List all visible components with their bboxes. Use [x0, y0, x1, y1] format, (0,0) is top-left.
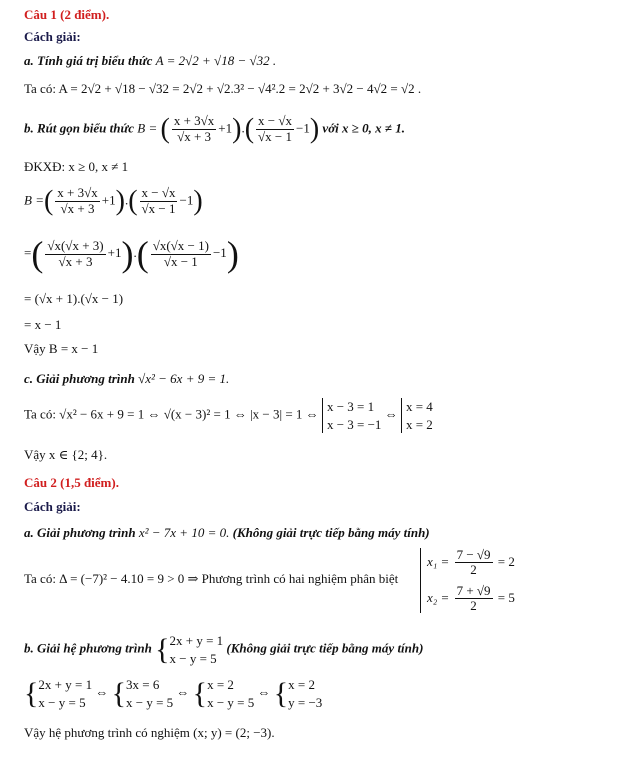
q1b-cond: với x ≥ 0, x ≠ 1. — [322, 120, 406, 136]
q1c-prompt: c. Giải phương trình — [24, 371, 135, 386]
q1a-work: Ta có: A = 2√2 + √18 − √32 = 2√2 + √2.3² − √4².2 = 2√2 + 3√2 − 4√2 = √2 . — [24, 81, 422, 96]
q2b-work: {2x + y = 1 x − y = 5 ⇔ {3x = 6 x − y = 5 ⇔ {x = 2 x − y = 5 ⇔ {x = 2 y = −3 — [24, 676, 323, 710]
q1c-sys1-eq2: x − 3 = −1 — [326, 416, 382, 432]
q1c-system1 — [322, 398, 382, 433]
q1b-step1-den1: √x + 3 — [60, 200, 95, 216]
q2a-note: (Không giải trực tiếp bằng máy tính) — [232, 525, 430, 540]
q2b-system — [170, 632, 224, 667]
q2b-line: b. Giải hệ phương trình {2x + y = 1 x − y = 5 (Không giải trực tiếp bằng máy tính) — [24, 632, 424, 666]
q2b-s4-eq1: x = 2 — [288, 677, 315, 692]
q2b-s1 — [38, 676, 92, 711]
q2b-s1-eq2: x − y = 5 — [38, 694, 86, 710]
q1b-step2-num1: √x(√x + 3) — [47, 237, 104, 253]
q1b-step1-num1: x + 3√x — [57, 185, 98, 200]
q2b-sys-eq1: 2x + y = 1 — [169, 633, 224, 648]
q2a-x2-num: 7 + √9 — [456, 582, 491, 598]
q1b-step1-den2: √x − 1 — [141, 200, 176, 216]
q2a-prompt: a. Giải phương trình — [24, 525, 136, 540]
q2a-line — [24, 526, 430, 541]
q1b-frac1 — [172, 114, 216, 145]
q1c-system2 — [401, 398, 433, 433]
q1b-step2-den1: √x + 3 — [58, 253, 93, 269]
q2b-s4 — [288, 676, 322, 711]
q1c-work-text: Ta có: √x² − 6x + 9 = 1 ⇔ √(x − 3)² = 1 ⇔ |x − 3| = 1 ⇔ — [24, 406, 319, 422]
q2a-x1-den: 2 — [470, 562, 477, 578]
q2b-note: (Không giải trực tiếp bằng máy tính) — [226, 640, 424, 656]
q1-title: Câu 1 (2 điểm). — [24, 7, 110, 22]
q1c-sys2-eq1: x = 4 — [405, 399, 433, 414]
q2a-work: Ta có: Δ = (−7)² − 4.10 = 9 > 0 ⇒ Phương trình có hai nghiệm phân biệt — [24, 571, 399, 586]
q2b-s4-eq2: y = −3 — [288, 694, 323, 710]
q1b-step2-den2: √x − 1 — [163, 253, 198, 269]
q2-solution-label: Cách giải: — [24, 499, 81, 514]
q2b-prompt: b. Giải hệ phương trình — [24, 640, 152, 656]
q1c-work: Ta có: √x² − 6x + 9 = 1 ⇔ √(x − 3)² = 1 ⇔ |x − 3| = 1 ⇔ x − 3 = 1 x − 3 = −1 ⇔ x = 4 x = 2 — [24, 399, 433, 432]
q1c-sys1-eq1: x − 3 = 1 — [326, 399, 375, 414]
q1a-expr: A = 2√2 + √18 − √32 . — [155, 53, 277, 68]
q2b-s2 — [126, 676, 173, 711]
q2b-sys-eq2: x − y = 5 — [169, 650, 217, 666]
q1c-result: Vậy x ∈ {2; 4}. — [24, 447, 108, 462]
q2b-s3-eq1: x = 2 — [207, 677, 234, 692]
q2a-x2-den: 2 — [470, 597, 477, 613]
q1b-lhs: B = — [137, 120, 158, 136]
q2b-s3 — [207, 676, 254, 711]
q1b-frac1-den: √x + 3 — [177, 128, 212, 144]
q1b-prompt: b. Rút gọn biểu thức — [24, 120, 135, 136]
q1b-frac2 — [256, 114, 294, 145]
q2b-result: Vậy hệ phương trình có nghiệm (x; y) = (2; −3). — [24, 725, 275, 740]
q1c-line — [24, 372, 229, 387]
q2b-s1-eq1: 2x + y = 1 — [38, 677, 93, 692]
q1c-sys2-eq2: x = 2 — [405, 416, 433, 432]
q2a-roots — [420, 548, 515, 613]
q1b-step2: =( $\frac{√x(√x + 3)}{√x + 3}$ +1).( $\frac{√x(√x - 1)}{√x - 1}$ −1) — [24, 234, 239, 274]
q1b-line: b. Rút gọn biểu thức B = ( $\frac{x + 3√x}{√x + 3}$ +1).( $\frac{x - √x}{√x - 1}$ −1) với x ≥ 0, x ≠ 1. — [24, 113, 406, 145]
q1-dkxd: ĐKXĐ: x ≥ 0, x ≠ 1 — [24, 159, 129, 174]
q1b-step3: = (√x + 1).(√x − 1) — [24, 291, 124, 306]
q1-solution-label: Cách giải: — [24, 29, 81, 44]
q1a-prompt: a. Tính giá trị biểu thức — [24, 53, 153, 68]
q1a-line — [24, 54, 276, 69]
q2b-s2-eq2: x − y = 5 — [125, 694, 174, 710]
q2a-x2-rhs: = 5 — [497, 589, 515, 605]
q1b-frac1-num: x + 3√x — [173, 113, 215, 128]
q1b-step4: = x − 1 — [24, 317, 62, 332]
q1b-frac2-den: √x − 1 — [258, 128, 292, 144]
q1b-step1: B =( $\frac{x + 3√x}{√x + 3}$ +1).( $\frac{x - √x}{√x - 1}$ −1) — [24, 185, 203, 217]
q1b-step2-num2: √x(√x − 1) — [152, 237, 209, 253]
q2b-s2-eq1: 3x = 6 — [125, 677, 160, 692]
q1b-step1-num2: x − √x — [141, 185, 176, 200]
q1b-frac2-num: x − √x — [258, 113, 292, 128]
q1c-expr: √x² − 6x + 9 = 1. — [138, 371, 230, 386]
q2-title: Câu 2 (1,5 điểm). — [24, 475, 119, 490]
q2a-x1-num: 7 − √9 — [456, 547, 491, 562]
q2a-root1 — [427, 548, 515, 578]
q2a-x1-rhs: = 2 — [497, 553, 515, 569]
q2a-x2-lhs: x₂ = — [427, 589, 450, 605]
q2a-x1-lhs: x₁ = — [427, 553, 450, 569]
q2a-expr: x² − 7x + 10 = 0. — [138, 525, 230, 540]
q1b-result: Vậy B = x − 1 — [24, 341, 99, 356]
q2b-s3-eq2: x − y = 5 — [207, 694, 255, 710]
q2a-root2 — [427, 584, 515, 614]
